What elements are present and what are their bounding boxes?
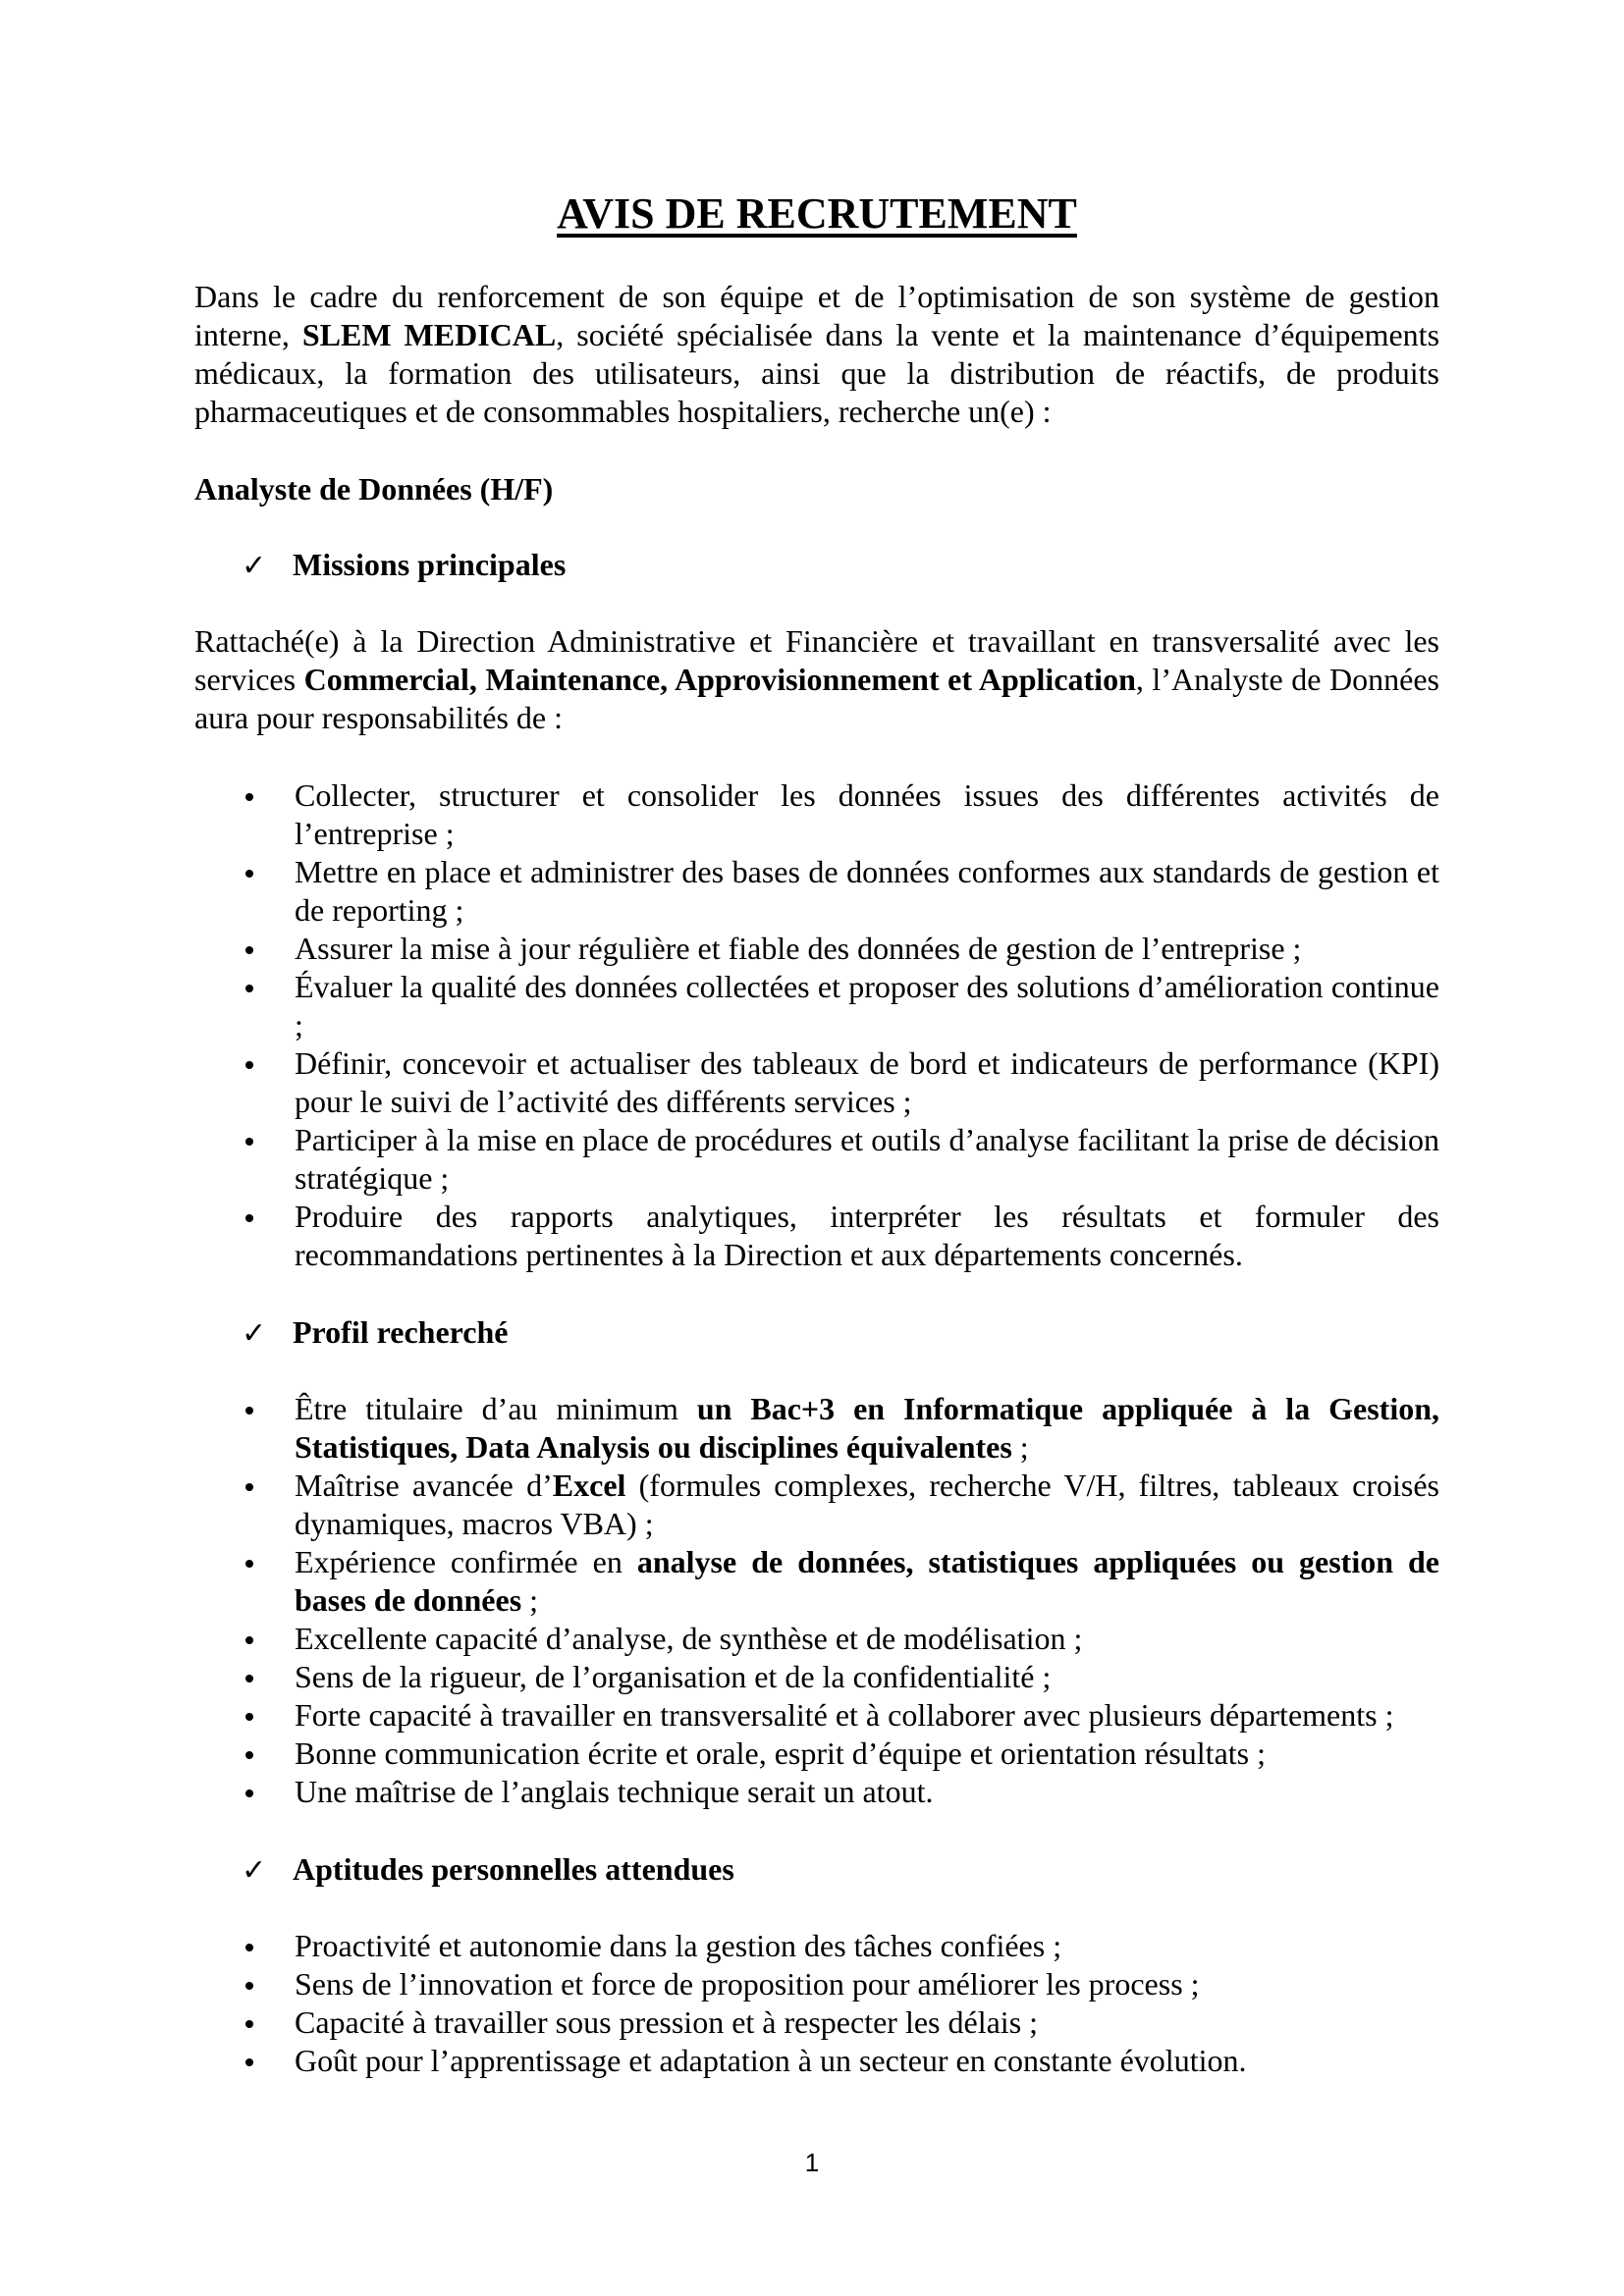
aptitudes-list: [194, 1927, 1439, 2080]
list-item: [194, 1044, 1439, 1121]
services-list: Commercial, Maintenance, Approvisionnement et Application: [303, 661, 1136, 697]
bullet-icon: [245, 1675, 253, 1682]
bullet-icon: [245, 1713, 253, 1721]
list-item: [194, 1390, 1439, 1467]
list-item: [194, 1620, 1439, 1658]
list-item: [194, 1121, 1439, 1198]
list-item-text: Définir, concevoir et actualiser des tableaux de bord et indicateurs de performance (KPI) pour le suivi de l’activité des différents services ;: [295, 1044, 1439, 1119]
bullet-icon: [245, 1944, 253, 1951]
section-aptitudes-heading: [194, 1850, 1439, 1890]
bullet-icon: [245, 870, 253, 878]
intro-paragraph: [194, 278, 1439, 431]
list-item-text: Expérience confirmée en: [295, 1543, 637, 1579]
bullet-icon: [245, 793, 253, 801]
bullet-icon: [245, 1982, 253, 1990]
list-item-text: Participer à la mise en place de procédures et outils d’analyse facilitant la prise de décision stratégique ;: [295, 1121, 1439, 1196]
bullet-icon: [245, 946, 253, 954]
missions-intro-start: Rattaché(e) à la Direction Administrative et Financière et travaillant en transversalité avec les services: [194, 622, 1439, 697]
list-item-text-end: ;: [521, 1581, 539, 1618]
checkmark-icon: ✓: [242, 1315, 267, 1351]
section-aptitudes-label: Aptitudes personnelles attendues: [293, 1850, 734, 1887]
list-item-text: Une maîtrise de l’anglais technique serait un atout.: [295, 1773, 934, 1809]
job-title: Analyste de Données (H/F): [194, 470, 554, 507]
bullet-icon: [245, 2058, 253, 2066]
section-missions-heading: [194, 546, 1439, 585]
bullet-icon: [245, 1407, 253, 1415]
list-item: [194, 1198, 1439, 1274]
missions-intro-end: , l’Analyste de Données aura pour responsabilités de :: [194, 661, 1440, 735]
list-item: [194, 776, 1439, 853]
list-item-text: Mettre en place et administrer des bases de données conformes aux standards de gestion et de reporting ;: [295, 853, 1439, 928]
list-item-text: Excellente capacité d’analyse, de synthèse et de modélisation ;: [295, 1620, 1083, 1656]
bullet-icon: [245, 1560, 253, 1568]
checkmark-icon: ✓: [242, 548, 267, 583]
list-item-text: Goût pour l’apprentissage et adaptation à un secteur en constante évolution.: [295, 2042, 1247, 2078]
section-profil-heading: [194, 1313, 1439, 1353]
list-item: [194, 1543, 1439, 1620]
list-item-text-end: (formules complexes, recherche V/H, filtres, tableaux croisés dynamiques, macros VBA) ;: [295, 1467, 1440, 1541]
list-item-text: Sens de la rigueur, de l’organisation et de la confidentialité ;: [295, 1658, 1052, 1694]
list-item: [194, 1658, 1439, 1696]
list-item-text: Forte capacité à travailler en transversalité et à collaborer avec plusieurs départements ;: [295, 1696, 1394, 1733]
section-profil-label: Profil recherché: [293, 1313, 509, 1350]
list-item: [194, 853, 1439, 930]
intro-text-end: , société spécialisée dans la vente et la maintenance d’équipements médicaux, la formation des utilisateurs, ainsi que la distribution de réactifs, de produits pharmaceutiques et de consommables hospitaliers, recherche un(e) :: [194, 316, 1440, 429]
list-item-text: Proactivité et autonomie dans la gestion des tâches confiées ;: [295, 1927, 1062, 1963]
list-item: [194, 968, 1439, 1044]
list-item-text: Bonne communication écrite et orale, esprit d’équipe et orientation résultats ;: [295, 1735, 1266, 1771]
list-item-text-end: ;: [1011, 1428, 1029, 1465]
page-title: AVIS DE RECRUTEMENT: [557, 189, 1077, 238]
bullet-icon: [245, 1789, 253, 1797]
list-item: [194, 2003, 1439, 2042]
profil-list: [194, 1390, 1439, 1811]
missions-list: [194, 776, 1439, 1274]
list-item-text: Être titulaire d’au minimum: [295, 1390, 697, 1426]
bullet-icon: [245, 1138, 253, 1146]
intro-text-start: Dans le cadre du renforcement de son équipe et de l’optimisation de son système de gestion interne,: [194, 278, 1439, 352]
section-missions-label: Missions principales: [293, 546, 567, 582]
excel-skill: Excel: [552, 1467, 626, 1503]
page-number: 1: [804, 2148, 820, 2177]
list-item-text: Produire des rapports analytiques, interpréter les résultats et formuler des recommandations pertinentes à la Direction et aux départements concernés.: [295, 1198, 1439, 1272]
bullet-icon: [245, 1214, 253, 1222]
bullet-icon: [245, 985, 253, 992]
list-item: [194, 1735, 1439, 1773]
missions-intro-paragraph: [194, 622, 1439, 737]
bullet-icon: [245, 1751, 253, 1759]
bullet-icon: [245, 1061, 253, 1069]
bullet-icon: [245, 1636, 253, 1644]
experience-requirement: analyse de données, statistiques appliquées ou gestion de bases de données: [295, 1543, 1440, 1618]
list-item-text: Collecter, structurer et consolider les données issues des différentes activités de l’entreprise ;: [295, 776, 1439, 851]
list-item: [194, 930, 1439, 968]
company-name: SLEM MEDICAL: [301, 316, 557, 352]
checkmark-icon: ✓: [242, 1852, 267, 1888]
list-item: [194, 1467, 1439, 1543]
list-item: [194, 1696, 1439, 1735]
list-item: [194, 1773, 1439, 1811]
bullet-icon: [245, 2020, 253, 2028]
list-item: [194, 1965, 1439, 2003]
page-content: [194, 188, 1439, 2119]
list-item-text: Évaluer la qualité des données collectées et proposer des solutions d’amélioration continue ;: [295, 968, 1439, 1042]
list-item-text: Assurer la mise à jour régulière et fiable des données de gestion de l’entreprise ;: [295, 930, 1302, 966]
list-item: [194, 2042, 1439, 2080]
list-item-text: Capacité à travailler sous pression et à respecter les délais ;: [295, 2003, 1039, 2040]
degree-requirement: un Bac+3 en Informatique appliquée à la Gestion, Statistiques, Data Analysis ou disciplines équivalentes: [295, 1390, 1440, 1465]
list-item-text: Maîtrise avancée d’: [295, 1467, 553, 1503]
list-item: [194, 1927, 1439, 1965]
list-item-text: Sens de l’innovation et force de proposition pour améliorer les process ;: [295, 1965, 1200, 2002]
bullet-icon: [245, 1483, 253, 1491]
